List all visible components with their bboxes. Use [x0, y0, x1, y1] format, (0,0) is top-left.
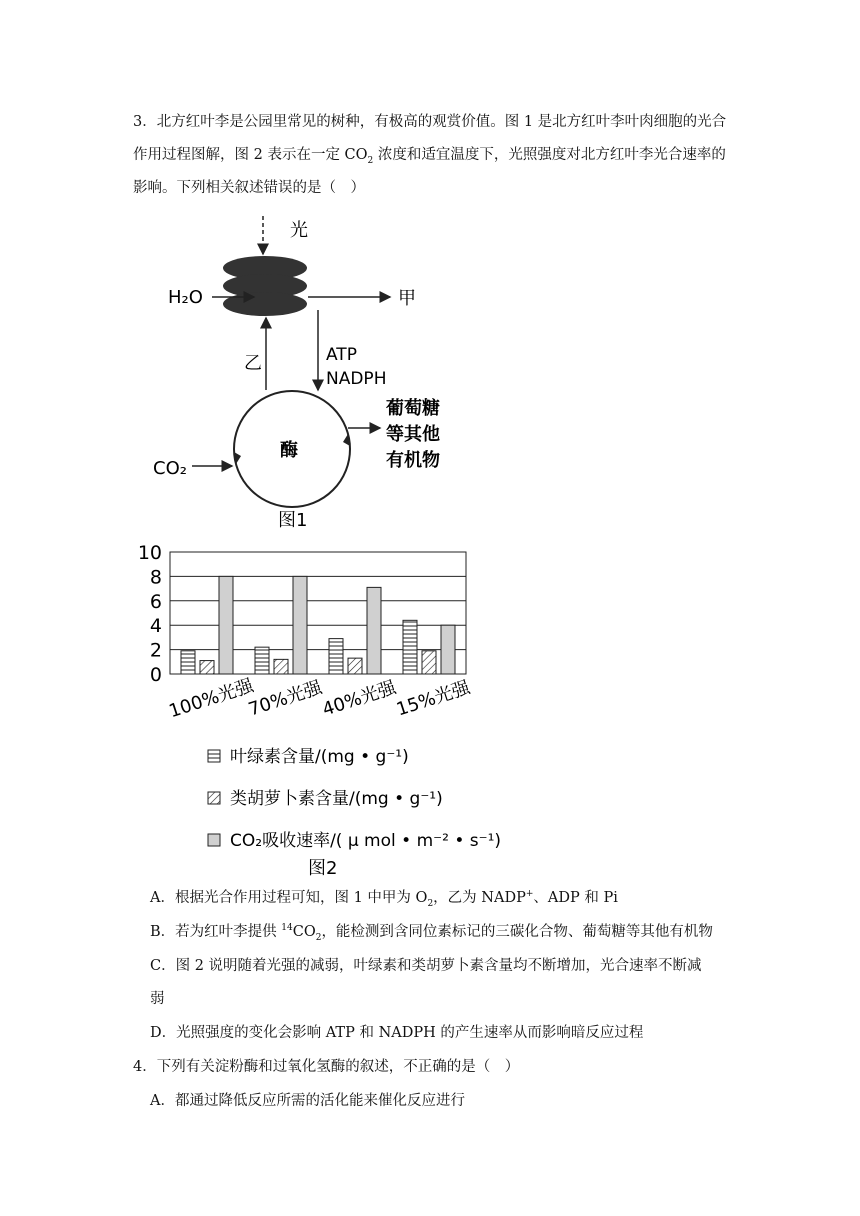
y-tick-label: 6	[149, 590, 162, 613]
yi-label: 乙	[244, 353, 262, 374]
legend-swatch-carotenoid	[208, 792, 220, 804]
bar-chlorophyll	[255, 647, 269, 674]
thylakoid-stack	[223, 256, 307, 316]
bar-carotenoid	[422, 651, 436, 674]
x-axis-ticks	[166, 675, 473, 722]
figure-2-chart	[120, 540, 540, 885]
y-tick-label: 8	[149, 566, 162, 589]
products-line-1: 葡萄糖	[386, 398, 440, 419]
y-tick-label: 4	[149, 615, 162, 638]
option-d: D．光照强度的变化会影响 ATP 和 NADPH 的产生速率从而影响暗反应过程	[150, 1025, 644, 1041]
bar-co2-rate	[293, 576, 307, 674]
option-c: C．图 2 说明随着光强的减弱，叶绿素和类胡萝卜素含量均不断增加，光合速率不断减	[150, 958, 702, 974]
figure-1-caption: 图1	[278, 510, 308, 531]
question-4-option-a: A．都通过降低反应所需的活化能来催化反应进行	[150, 1093, 465, 1109]
products-line-2: 等其他	[386, 424, 440, 445]
legend-label-chlorophyll: 叶绿素含量/(mg • g⁻¹)	[230, 747, 409, 767]
jia-label: 甲	[398, 288, 416, 309]
x-tick-label: 15%光强	[393, 677, 473, 721]
question-3-stem: 3．北方红叶李是公园里常见的树种，有极高的观赏价值。图 1 是北方红叶李叶肉细胞的光合作用过程图解，图 2 表示在一定 $CO_2$ 浓度和适宜温度下，光照强度对北方红叶李光合速率的影响。下列相关叙述错误的是（ ）	[133, 114, 727, 196]
x-tick-label: 70%光强	[245, 677, 325, 721]
y-tick-label: 0	[149, 664, 162, 686]
bar-chlorophyll	[181, 651, 195, 674]
atp-label: ATP	[326, 345, 357, 365]
option-b: B．若为红叶李提供 $^{14}CO_2$，能检测到含同位素标记的三碳化合物、葡萄糖等其他有机物	[150, 923, 713, 943]
figure-1-diagram	[150, 212, 450, 532]
legend-label-carotenoid: 类胡萝卜素含量/(mg • g⁻¹)	[230, 789, 443, 809]
bar-carotenoid	[200, 661, 214, 674]
h2o-label: H₂O	[168, 287, 203, 308]
co2-label: CO₂	[153, 458, 187, 479]
legend-label-co2: CO₂吸收速率/( μ mol • m⁻² • s⁻¹)	[230, 831, 502, 851]
y-tick-label: 10	[137, 542, 162, 564]
figure-2-caption: 图2	[308, 858, 338, 879]
bar-chlorophyll	[403, 620, 417, 674]
bar-carotenoid	[348, 658, 362, 674]
question-number: 4．	[133, 1059, 157, 1075]
legend-swatch-chlorophyll	[208, 750, 220, 762]
bar-co2-rate	[219, 576, 233, 674]
enzyme-label: 酶	[280, 440, 298, 461]
bar-co2-rate	[367, 587, 381, 674]
nadph-label: NADPH	[326, 369, 387, 389]
bar-chlorophyll	[329, 639, 343, 674]
products-line-3: 有机物	[386, 450, 440, 471]
bar-co2-rate	[441, 625, 455, 674]
light-label: 光	[290, 220, 308, 241]
option-a: A．根据光合作用过程可知，图 1 中甲为 $O_2$，乙为 NADP+、ADP 和 Pi	[150, 889, 618, 909]
y-axis-ticks	[138, 542, 162, 686]
legend-swatch-co2	[208, 834, 220, 846]
y-tick-label: 2	[149, 639, 162, 662]
question-4-stem: 4．下列有关淀粉酶和过氧化氢酶的叙述，不正确的是（ ）	[133, 1059, 520, 1075]
chart-legend	[208, 747, 501, 851]
question-number: 3．	[133, 114, 157, 130]
option-c-continued: 弱	[150, 991, 165, 1007]
x-tick-label: 40%光强	[319, 677, 399, 721]
bar-carotenoid	[274, 659, 288, 674]
x-tick-label: 100%光强	[166, 675, 257, 723]
